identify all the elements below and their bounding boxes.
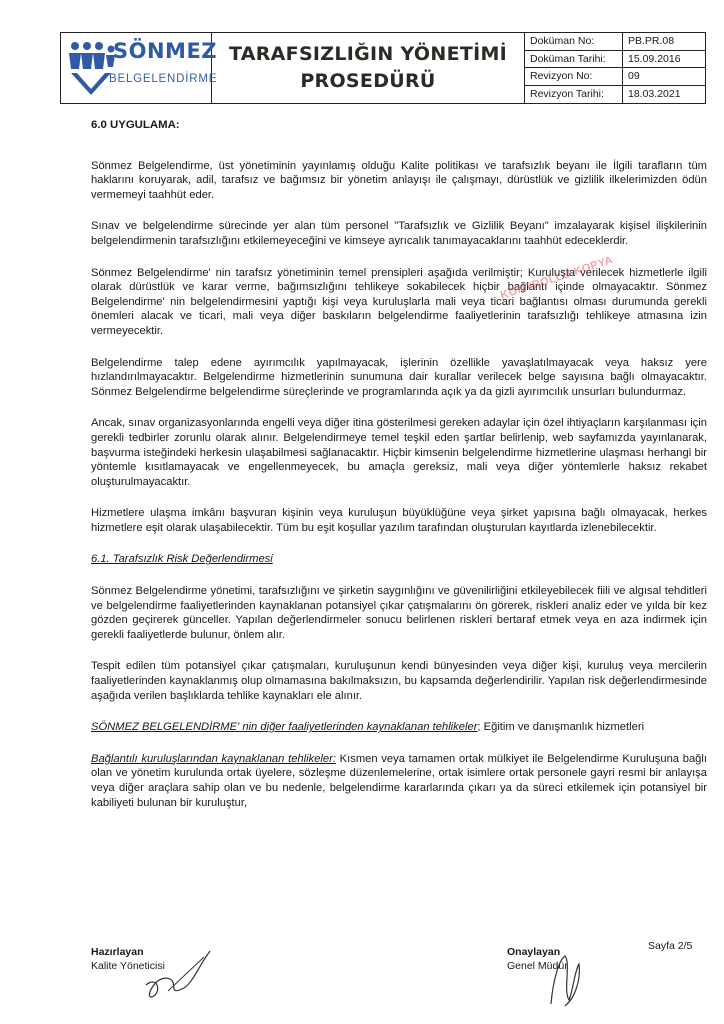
- inline-heading: SÖNMEZ BELGELENDİRME' nin diğer faaliyetlerinden kaynaklanan tehlikeler: [91, 721, 478, 734]
- prepared-role: Kalite Yöneticisi: [91, 960, 165, 972]
- paragraph: Belgelendirme talep edene ayırımcılık yapılmayacak, işlerinin özellikle yavaşlatılmayacak veya haksız yere hızlandırılmayacaktır. Belgelendirme hizmetlerinin sunumuna dair kurallar verilecek belge sayısına bağlı olmayacaktır. Sönmez Belgelendirme belgelendirme süreçlerinde ve programlarında açık ya da gizli ayırımcılık unsurları bulundurmaz.: [91, 356, 707, 398]
- meta-label: Revizyon Tarihi:: [525, 86, 623, 104]
- paragraph: [91, 752, 707, 810]
- inline-text: ; Eğitim ve danışmanlık hizmetleri: [477, 721, 645, 734]
- document-header: [60, 32, 706, 104]
- prepared-label: Hazırlayan: [91, 946, 144, 958]
- meta-value: PB.PR.08: [623, 33, 705, 51]
- paragraph: Sönmez Belgelendirme' nin tarafsız yönetiminin temel prensipleri aşağıda verilmiştir; Kuruluşta verilecek hizmetlerle ilgili olarak dürüstlük ve karar verme, bağımsızlığını tehlikeye sokabilecek hiçbir bağlantı içinde olmayacaktır. Sönmez Belgelendirme' nin belgelendirmesini yaptığı kişi veya kuruluşlarla mali veya ticari bağlantısı olması durumunda gerekli önemleri alacak ve ticari, mali veya diğer baskıların belgelendirme faaliyetlerinin tarafsızlığı tehlikeye atmasına izin vermeyecektir.: [91, 266, 707, 337]
- controlled-copy-stamp: KONTROLLÜ KOPYA: [499, 254, 615, 302]
- title-line-2: PROSEDÜRÜ: [300, 70, 436, 92]
- paragraph: Sönmez Belgelendirme, üst yönetiminin yayınlamış olduğu Kalite politikası ve tarafsızlık beyanı ile İlgili tarafların tüm haklarını koruyarak, adil, tarafsız ve bağımsız bir yönetim anlayışı ile çalışmayı, dürüstlük ve gizlilik ilkelerimizden ödün vermemeyi taahhüt eder.: [91, 159, 707, 201]
- paragraph: Ancak, sınav organizasyonlarında engelli veya diğer itina gösterilmesi gereken adaylar için özel ihtiyaçların karşılanması için gerekli tedbirler zorunlu olarak alınır. Belgelendirmeye temel teşkil eden şartlar belirlenip, web sayfamızda yayınlanarak, başvurma isteğindeki herkesin ulaşabilmesi sağlanacaktır. Hiçbir kimsenin belgelendirme hizmetlerine ulaşması herhangi bir yöntemle kısıtlamayacak ve engellenmeyecek, bu amaçla gereksiz, mali veya diğer yöntemlerle haksız rekabet oluşturulmayacaktır.: [91, 417, 707, 488]
- document-body: [91, 118, 707, 827]
- meta-label: Doküman Tarihi:: [525, 51, 623, 69]
- logo-subtext: BELGELENDİRME: [109, 73, 218, 85]
- paragraph: Sınav ve belgelendirme sürecinde yer alan tüm personel "Tarafsızlık ve Gizlilik Beyanı" imzalayarak kişisel ilişkilerinin belgelendirmenin tarafsızlığını etkilemeyeceğini ve kimseye ayrıcalık tanımayacaklarını taahhüt edeceklerdir.: [91, 220, 707, 247]
- paragraph: [91, 720, 707, 735]
- preparer-signature-icon: [138, 945, 218, 1005]
- people-logo-icon: [65, 39, 117, 99]
- approved-label: Onaylayan: [507, 946, 561, 958]
- meta-label: Revizyon No:: [525, 68, 623, 86]
- approver-signature-icon: [545, 950, 585, 1010]
- company-logo: [61, 33, 218, 103]
- page-number: Sayfa 2/5: [648, 940, 693, 952]
- approved-role: Genel Müdür: [507, 960, 568, 972]
- meta-value: 18.03.2021: [628, 88, 681, 101]
- inline-text: Kısmen veya tamamen ortak mülkiyet ile Belgelendirme Kuruluşuna bağlı olan ve yönetim kurulunda ortak üyelere, sözleşme düzenlemelerine, ortak isimlere ortak personele gayri resmi bir anlayışa veya diğer araçlara sahip olan ve bu nedenle, belgelendirme kararlarında çıkarı ya da süreci etkilemek için potansiyel bir kabiliyeti bulunan bir kuruluştur,: [91, 752, 707, 809]
- inline-heading: Bağlantılı kuruluşlarından kaynaklanan tehlikeler:: [91, 752, 336, 765]
- paragraph: Tespit edilen tüm potansiyel çıkar çatışmaları, kuruluşunun kendi bünyesinden veya diğer kişi, kuruluş veya mercilerin faaliyetlerinden kaynaklanmış olup olmamasına bakılmaksızın, bu kapsamda değerlendirilir. Yapılan risk değerlendirmesinde aşağıda verilen başlıklarda tehlike kaynakları ele alınır.: [91, 660, 707, 702]
- meta-value: 15.09.2016: [623, 51, 705, 69]
- title-line-1: TARAFSIZLIĞIN YÖNETİMİ: [228, 43, 508, 65]
- meta-value: 09: [623, 68, 705, 86]
- document-title: [212, 33, 525, 103]
- logo-text: SÖNMEZ: [113, 39, 218, 63]
- meta-label: Doküman No:: [525, 33, 623, 51]
- paragraph: Sönmez Belgelendirme yönetimi, tarafsızlığını ve şirketin saygınlığını ve güvenilirliğini etkileyebilecek fiili ve algısal tehditleri ve belgelendirme faaliyetlerinden kaynaklanan potansiyel çıkar çatışmalarını ön görerek, riskleri analiz eder ve yılda bir kez gözden geçirerek günceller. Yapılan değerlendirmeler sonucu belirlenen riskleri bertaraf etmek veya en aza indirmek için gerekli faaliyetlerde bulunur, önlem alır.: [91, 585, 707, 641]
- section-heading: 6.0 UYGULAMA:: [91, 119, 180, 131]
- subsection-heading: 6.1. Tarafsızlık Risk Değerlendirmesi: [91, 553, 273, 566]
- paragraph: Hizmetlere ulaşma imkânı başvuran kişinin veya kuruluşun büyüklüğüne veya şirket yapısına bağlı olmayacak, herkes hizmetlere eşit olarak ulaşabilecektir. Tüm bu eşit koşullar yazılım tarafından oluşturulan kayıtlarda izlenebilecektir.: [91, 507, 707, 534]
- document-meta-table: [525, 33, 705, 103]
